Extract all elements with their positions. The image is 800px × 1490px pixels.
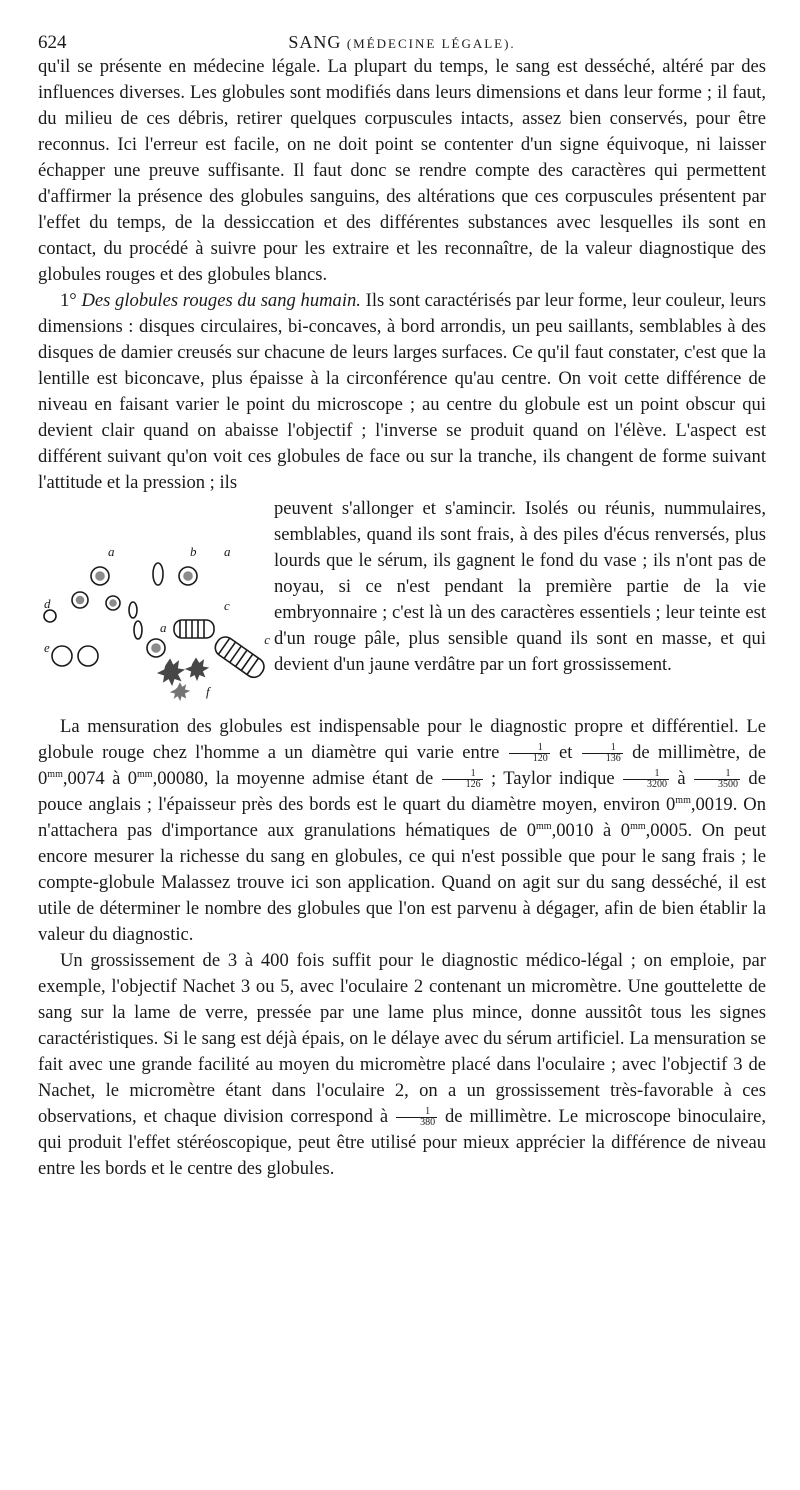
frac-den: 120	[532, 753, 548, 765]
p3-seg-2: et	[550, 742, 581, 763]
frac-num: 1	[623, 769, 669, 780]
unit-mm: mm	[137, 768, 153, 780]
fraction-1-120	[509, 743, 550, 764]
figure-label-f: f	[206, 684, 210, 699]
frac-num: 1	[582, 743, 623, 754]
running-head-subtitle: (MÉDECINE LÉGALE).	[346, 36, 516, 51]
figure-label-a-center: a	[160, 620, 167, 635]
frac-den: 3500	[718, 779, 739, 791]
frac-den: 380	[420, 1117, 436, 1129]
figure-label-d: d	[44, 596, 51, 611]
section-number: 1°	[60, 290, 77, 311]
globules-illustration	[38, 506, 270, 714]
figure-label-c: c	[224, 598, 230, 613]
figure-label-e: e	[44, 640, 50, 655]
page-header	[38, 24, 766, 54]
p3-seg-1: La mensuration des globules est indispensable pour le diagnostic propre et différentiel. Le globule rouge chez l'homme a un diamètre qui varie entre	[38, 716, 766, 763]
p3-seg-9: ,0019. On n'attachera pas d'importance aux granulations hématiques de 0	[38, 794, 766, 841]
fraction-1-3500	[694, 769, 740, 790]
paragraph-1: qu'il se présente en médecine légale. La plupart du temps, le sang est desséché, altéré par des influences diverses. Les globules sont modifiés dans leurs dimensions et dans leur forme ; il faut, du milieu de ces débris, retirer quelques corpuscules intacts, assez bien conservés, pour être reconnus. Ici l'erreur est facile, on ne doit point se contenter d'un signe équivoque, ni laisser échapper une preuve suffisante. Il faut donc se rendre compte des caractères qui permettent d'affirmer la présence des globules sanguins, des altérations que ces corpuscules présentent par l'effet du temps, de la dessiccation et des différentes substances avec lesquelles ils sont en contact, du procédé à suivre pour les extraire et les reconnaître, de la valeur diagnostique des globules rouges et des globules blancs.	[38, 56, 766, 285]
p3-seg-7: à	[670, 768, 694, 789]
paragraph-2-text: Ils sont caractérisés par leur forme, leur couleur, leurs dimensions : disques circulaires, bi-concaves, à bord arrondis, un peu saillants, semblables à des disques de damier creusés sur chacune de leurs larges surfaces. Ce qu'il faut constater, c'est que la lentille est biconcave, plus épaisse à la circonférence qu'au centre. On voit cette différence de niveau en faisant varier le point du microscope ; au centre du globule est un point obscur qui devient clair quand on abaisse l'objectif ; l'inverse se produit quand on l'élève. L'aspect est différent suivant qu'on voit ces globules de face ou sur la tranche, ils changent de forme suivant l'attitude et la pression ; ils	[38, 290, 766, 493]
unit-mm: mm	[630, 820, 646, 832]
figure-block	[38, 496, 766, 714]
p3-seg-8: de pouce anglais ; l'épaisseur près des bords est le quart du diamètre moyen, environ 0	[38, 768, 766, 815]
unit-mm: mm	[675, 794, 691, 806]
frac-den: 3200	[647, 779, 668, 791]
fraction-1-3200	[623, 769, 669, 790]
p3-seg-6: ; Taylor indique	[483, 768, 623, 789]
paragraph-2	[38, 288, 766, 496]
figure-label-b: b	[190, 544, 197, 559]
figure-label-c-right: c	[264, 632, 270, 647]
frac-den: 126	[465, 779, 481, 791]
fraction-1-380	[396, 1107, 437, 1128]
figure-label-a-right: a	[224, 544, 231, 559]
frac-den: 136	[605, 753, 621, 765]
p4-seg-2: de millimètre. Le microscope binoculaire, qui produit l'effet stéréoscopique, peut être utilisé pour mieux apprécier la différence de niveau entre les bords et le centre des globules.	[38, 1106, 766, 1179]
page-number: 624	[38, 32, 67, 53]
paragraph-3	[38, 714, 766, 948]
frac-num: 1	[396, 1107, 437, 1118]
book-page	[38, 24, 766, 1182]
p3-seg-3: de millimètre, de 0	[38, 742, 766, 789]
running-head	[38, 32, 766, 53]
p3-seg-10: ,0010 à 0	[551, 820, 631, 841]
frac-num: 1	[694, 769, 740, 780]
unit-mm: mm	[536, 820, 552, 832]
p4-seg-1: Un grossissement de 3 à 400 fois suffit pour le diagnostic médico-légal ; on emploie, par exemple, l'objectif Nachet 3 ou 5, avec l'oculaire 2 contenant un micromètre. Une gouttelette de sang sur la lame de verre, pressée par une lame plus mince, donne aussitôt tous les signes caractéristiques. Si le sang est déjà épais, on le délaye avec du sérum artificiel. La mensuration se fait avec une grande facilité au moyen du micromètre placé dans l'oculaire ; avec l'objectif 3 de Nachet, le micromètre étant dans l'oculaire 2, on a un grossissement très-favorable à ces observations, et chaque division correspond à	[38, 950, 766, 1127]
figure-side-text: peuvent s'allonger et s'amincir. Isolés ou réunis, nummulaires, semblables, quand ils sont frais, à des piles d'écus renversés, plus lourds que le sérum, ils gagnent le fond du vase ; ils n'ont pas de noyau, si ce n'est pendant la première partie de la vie embryonnaire ; c'est là un des caractères essentiels ; leur teinte est d'un rouge pâle, plus sensible quand ils sont en masse, et qui devient d'un jaune verdâtre par un fort grossissement.	[274, 498, 766, 675]
p3-seg-11: ,0005. On peut encore mesurer la richesse du sang en globules, ce qui n'est possible que pour le sang frais ; le compte-globule Malassez trouve ici son application. Quand on agit sur du sang desséché, il est utile de déterminer le nombre des globules que l'on est parvenu à dégager, afin de bien établir la valeur du diagnostic.	[38, 820, 766, 945]
unit-mm: mm	[47, 768, 63, 780]
fraction-1-136	[582, 743, 623, 764]
p3-seg-5: ,00080, la moyenne admise étant de	[152, 768, 441, 789]
running-head-title: SANG	[288, 32, 342, 52]
body-text	[38, 54, 766, 1182]
figure-label-a: a	[108, 544, 115, 559]
blood-globules-figure	[38, 506, 270, 714]
frac-num: 1	[509, 743, 550, 754]
paragraph-4	[38, 948, 766, 1182]
p3-seg-4: ,0074 à 0	[62, 768, 138, 789]
frac-num: 1	[442, 769, 483, 780]
fraction-1-126	[442, 769, 483, 790]
section-heading: Des globules rouges du sang humain.	[81, 290, 361, 311]
